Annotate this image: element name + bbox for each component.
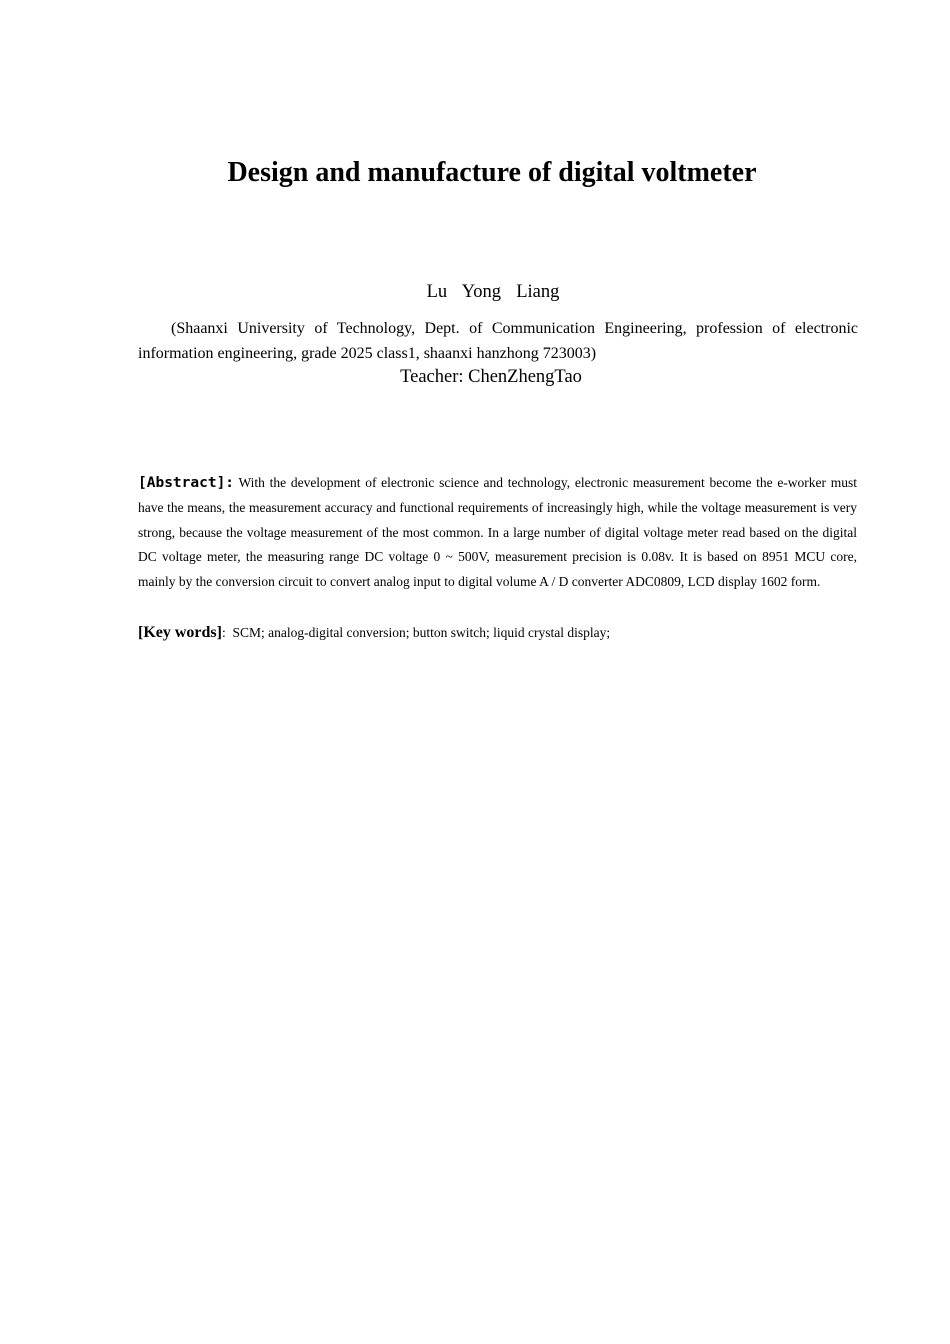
abstract-section bbox=[138, 471, 857, 595]
keywords-section bbox=[138, 621, 857, 645]
author-affiliation: (Shaanxi University of Technology, Dept. of Communication Engineering, profession of electronic information engineering, grade 2025 class1, shaanxi hanzhong 723003) bbox=[138, 320, 858, 362]
keywords-label: [Key words] bbox=[138, 624, 222, 641]
keywords-text: SCM; analog-digital conversion; button switch; liquid crystal display; bbox=[232, 625, 611, 640]
paper-title: Design and manufacture of digital voltmeter bbox=[227, 157, 757, 188]
keywords-separator: : bbox=[221, 625, 226, 640]
abstract-label: [Abstract]: bbox=[138, 475, 235, 491]
abstract-text: With the development of electronic science and technology, electronic measurement become the e-worker must have the means, the measurement accuracy and functional requirements of increasingly high, while the voltage measurement is very strong, because the voltage measurement of the most common. In a large number of digital voltage meter read based on the digital DC voltage meter, the measuring range DC voltage 0 ~ 500V, measurement precision is 0.08v. It is based on 8951 MCU core, mainly by the conversion circuit to convert analog input to digital volume A / D converter ADC0809, LCD display 1602 form. bbox=[138, 475, 857, 590]
teacher-name: Teacher: ChenZhengTao bbox=[400, 367, 582, 387]
author-name: Lu Yong Liang bbox=[426, 282, 560, 302]
